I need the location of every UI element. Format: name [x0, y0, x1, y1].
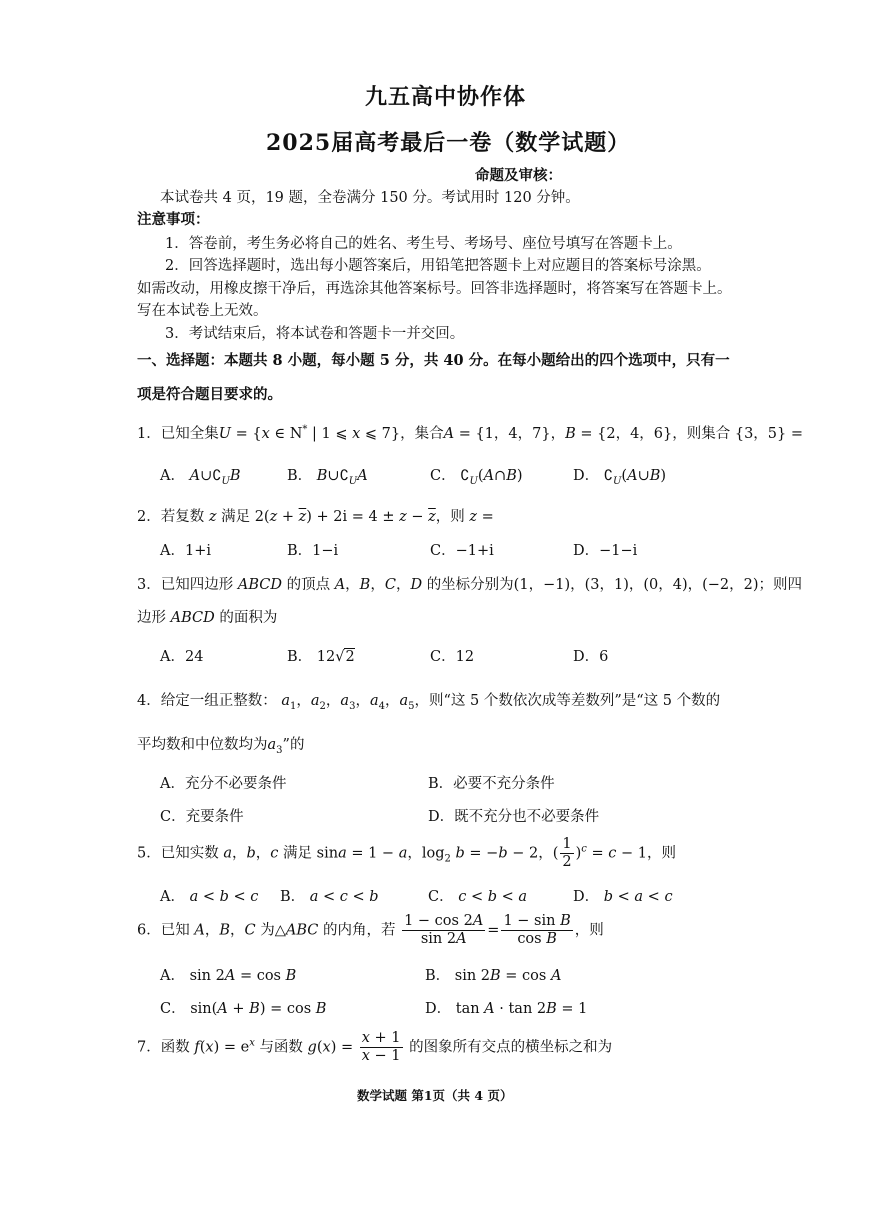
notice-heading: 注意事项： [137, 211, 210, 228]
q1-number: 1． [137, 426, 161, 442]
q3-stem-line2: 边形 ABCD 的面积为 [137, 610, 278, 626]
exam-summary: 本试卷共 4 页，19 题，全卷满分 150 分。考试用时 120 分钟。 [160, 190, 580, 206]
q6-stem: 6．已知 A，B，C 为△ABC 的内角，若 $\frac{1 - \cos 2A}{\sin 2A}$ = $\frac{\text{1 − sin B}}{\text{cos B}}$ ，则 [137, 913, 604, 947]
q3-stem-line1: 3．已知四边形 ABCD 的顶点 A，B，C，D 的坐标分别为(1，−1)，(3，1)，(0，4)，(−2，2)；则四 [137, 577, 803, 593]
q3-option-a: A．24 [160, 649, 204, 665]
q2-number: 2． [137, 509, 161, 525]
q5-stem: 5．已知实数 a，b，c 满足 sina = 1 − a，$\log_2 b = -b - 2$，( $\frac{1}{2}$ )$^c$ = c − 1，则 [137, 836, 676, 870]
q4-option-c: C．充要条件 [160, 809, 244, 825]
q7-stem: 7．函数 $f(x) = e^x$ 与函数 g(x) = $\frac{x + 1}{x - 1}$ 的图象所有交点的横坐标之和为 [137, 1030, 613, 1064]
q2-option-a: A．1+i [160, 543, 211, 559]
q6-option-c: C． sin(A + B) = cos B [160, 1001, 327, 1017]
q2-option-d: D．−1−i [573, 543, 638, 559]
q2-option-b: B．1−i [287, 543, 339, 559]
q6-option-a: A． sin 2A = cos B [160, 968, 297, 984]
notice-2c: 写在本试卷上无效。 [137, 303, 268, 319]
notice-2b: 如需改动，用橡皮擦干净后，再选涂其他答案标号。回答非选择题时，将答案写在答题卡上。 [137, 281, 732, 297]
exam-title: 2025届高考最后一卷（数学试题） [266, 130, 631, 156]
q1-stem-b: ，集合 [400, 426, 444, 442]
q5-option-c: C． c < b < a [428, 889, 528, 905]
credit-label: 命题及审核： [475, 167, 562, 184]
q1-stem-c: ，则集合 {3，5} = [672, 426, 804, 442]
q6-option-b: B． sin 2B = cos A [425, 968, 562, 984]
page-footer: 数学试题 第1页（共 4 页） [357, 1088, 513, 1103]
q2-stem: 2．若复数 z 满足 $2(z + \overline{z}) + 2i = 4 \pm z - \overline{z}$，则 z = [137, 509, 494, 525]
q5-option-a: A． a < b < c [160, 889, 259, 905]
q2-option-c: C．−1+i [430, 543, 494, 559]
q3-option-d: D．6 [573, 649, 609, 665]
q3-number: 3． [137, 577, 161, 593]
notice-2a: 2．回答选择题时，选出每小题答案后，用铅笔把答题卡上对应题目的答案标号涂黑。 [165, 258, 711, 274]
q1-option-b: B． $B\cup∁_UA$ [287, 468, 368, 487]
q5-option-b: B． a < c < b [280, 889, 379, 905]
q4-option-d: D．既不充分也不必要条件 [428, 809, 600, 825]
q1-stem: 1．已知全集U = {x ∈ N* | 1 ⩽ x ⩽ 7}，集合A = {1，4，7}，B = {2，4，6}，则集合 {3，5} = [137, 424, 804, 442]
notice-1: 1．答卷前，考生务必将自己的姓名、考生号、考场号、座位号填写在答题卡上。 [165, 236, 682, 252]
notice-3: 3．考试结束后，将本试卷和答题卡一并交回。 [165, 326, 465, 342]
q3-option-c: C．12 [430, 649, 475, 665]
q5-option-d: D． b < a < c [573, 889, 673, 905]
q6-number: 6． [137, 922, 161, 939]
q5-number: 5． [137, 845, 161, 862]
section-heading-a: 一、选择题：本题共 8 小题，每小题 5 分，共 40 分。在每小题给出的四个选项中，只有一 [137, 352, 730, 369]
q6-option-d: D． tan A · tan 2B = 1 [425, 1001, 588, 1017]
q1-option-a: A． $A\cup∁_UB$ [160, 468, 241, 487]
q4-option-a: A．充分不必要条件 [160, 776, 287, 792]
q1-option-c: C． $∁_U(A\cap B)$ [430, 468, 523, 487]
q4-option-b: B．必要不充分条件 [428, 776, 555, 792]
section-heading-b: 项是符合题目要求的。 [137, 386, 282, 403]
q1-stem-a: 已知全集 [160, 426, 219, 442]
q4-number: 4． [137, 693, 161, 709]
q4-stem-line1: 4．给定一组正整数： $a_1$，$a_2$，$a_3$，$a_4$，$a_5$，则“这 5 个数依次成等差数列”是“这 5 个数的 [137, 693, 721, 712]
q4-stem-line2: 平均数和中位数均为$a_3$”的 [137, 737, 305, 756]
org-title: 九五高中协作体 [365, 84, 527, 110]
q1-option-d: D． $∁_U(A\cup B)$ [573, 468, 667, 487]
q3-option-b: B． 12√2 [287, 649, 355, 665]
q7-number: 7． [137, 1039, 161, 1056]
